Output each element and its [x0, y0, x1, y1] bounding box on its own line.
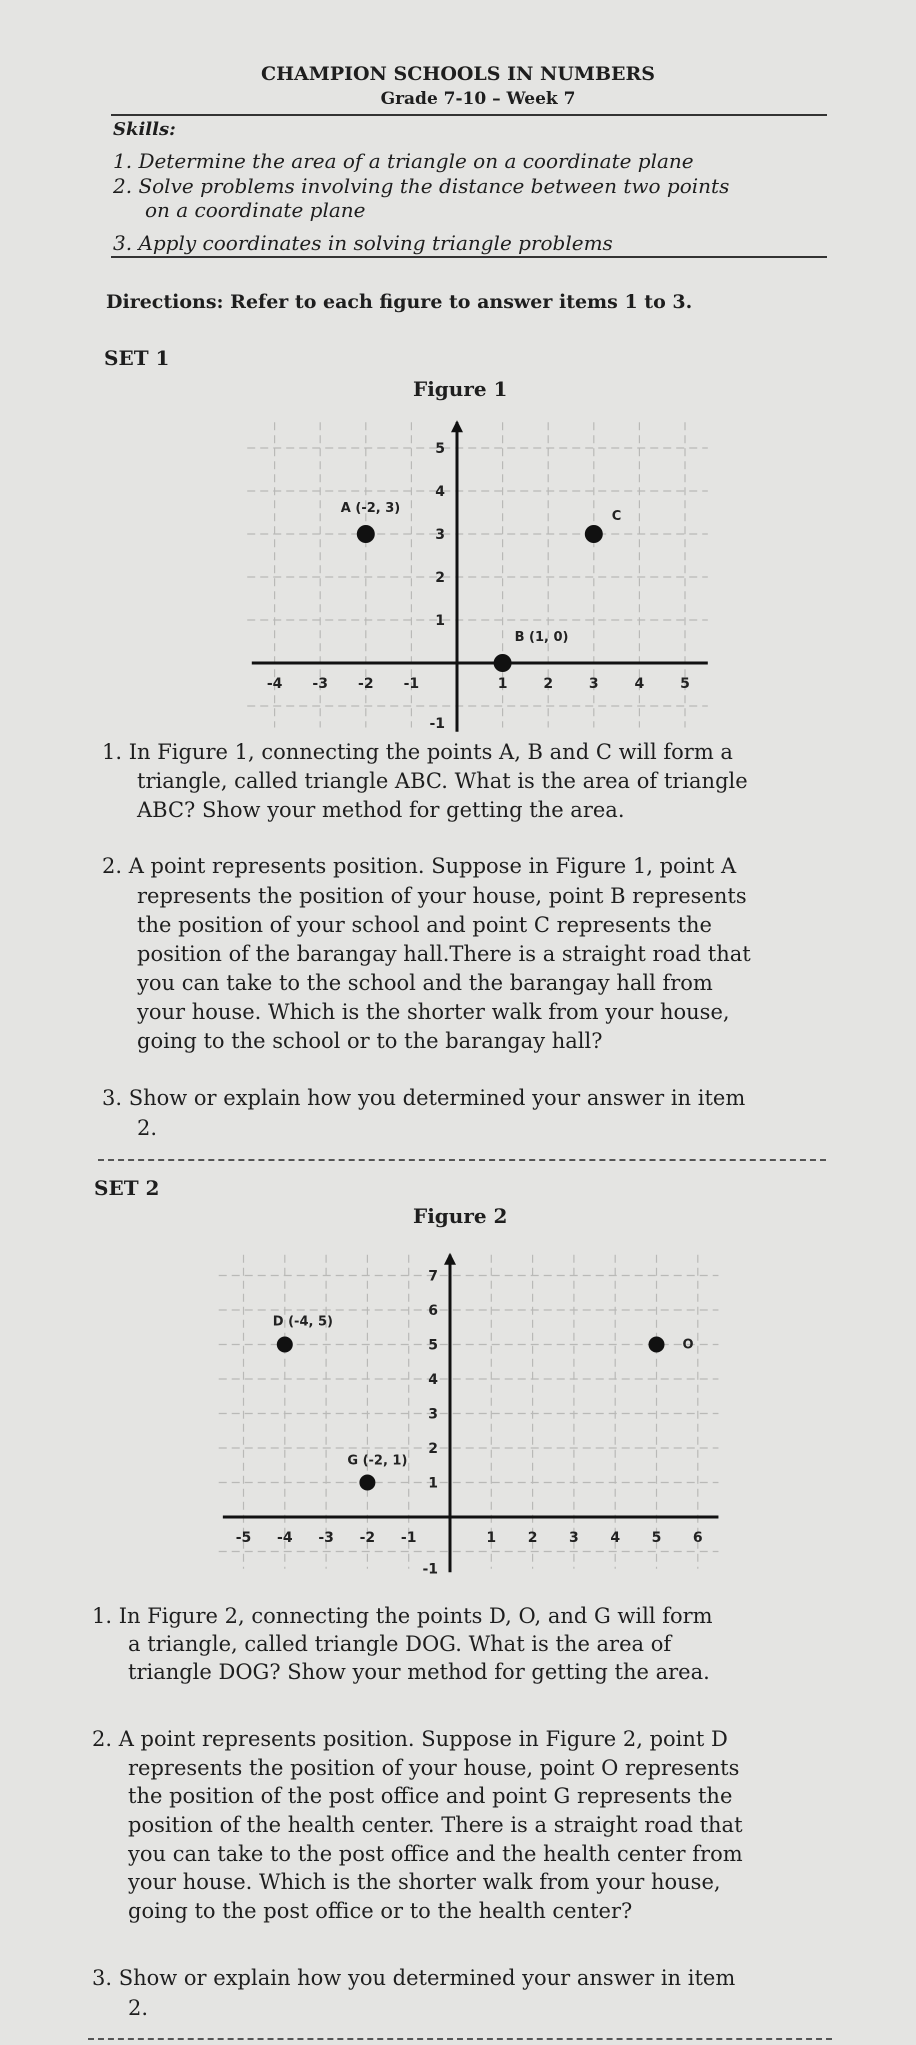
set1-q2-line: 2. A point represents position. Suppose in Figure 1, point A	[102, 854, 737, 878]
y-tick-label: -1	[422, 1561, 438, 1578]
point-label-a: A (-2, 3)	[340, 501, 401, 516]
y-tick-label: 4	[428, 1372, 438, 1388]
skill-item: 2. Solve problems involving the distance between two points	[113, 174, 730, 198]
set2-q1-line: a triangle, called triangle DOG. What is the area of	[128, 1632, 672, 1656]
x-tick-label: 3	[588, 676, 599, 692]
skill-item: 3. Apply coordinates in solving triangle problems	[113, 231, 613, 255]
set2-q1-line: triangle DOG? Show your method for getting the area.	[128, 1660, 710, 1684]
point-o	[649, 1337, 665, 1353]
set1-q2-line: represents the position of your house, point B represents	[137, 884, 747, 908]
y-tick-label: 3	[428, 1406, 438, 1423]
figure2-title: Figure 2	[413, 1204, 508, 1228]
point-label-d: D (-4, 5)	[272, 1314, 333, 1330]
y-tick-label: 2	[428, 1441, 438, 1457]
set1-q1-line: ABC? Show your method for getting the area.	[137, 798, 625, 822]
set1-q2-line: going to the school or to the barangay hall?	[137, 1029, 603, 1053]
y-axis-arrow-icon	[444, 1253, 456, 1265]
point-label-o: O	[682, 1337, 694, 1353]
skills-label: Skills:	[113, 119, 176, 140]
set1-q3-line: 3. Show or explain how you determined your answer in item	[102, 1086, 746, 1110]
x-tick-label: 2	[527, 1530, 538, 1546]
point-c	[585, 525, 603, 543]
set2-q2-line: you can take to the post office and the health center from	[128, 1842, 743, 1866]
skill-item: 1. Determine the area of a triangle on a coordinate plane	[113, 149, 694, 173]
point-d	[277, 1337, 293, 1353]
y-tick-label: 3	[435, 527, 445, 543]
x-tick-label: 2	[543, 676, 554, 692]
y-axis-arrow-icon	[451, 420, 463, 432]
set1-q1-line: triangle, called triangle ABC. What is the area of triangle	[137, 769, 748, 793]
y-tick-label: 4	[435, 484, 445, 500]
x-tick-label: -1	[400, 1530, 417, 1546]
set2-q2-line: the position of the post office and point G represents the	[128, 1784, 733, 1808]
x-tick-label: 3	[569, 1530, 579, 1546]
set2-label: SET 2	[94, 1176, 160, 1200]
y-tick-label: 1	[435, 613, 445, 629]
set1-q3-line: 2.	[137, 1116, 158, 1140]
point-label-g: G (-2, 1)	[347, 1453, 408, 1469]
x-tick-label: 4	[610, 1530, 621, 1546]
point-label-b: B (1, 0)	[514, 630, 569, 645]
x-tick-label: -2	[359, 1530, 376, 1546]
x-tick-label: -1	[403, 676, 420, 692]
set1-q2-line: you can take to the school and the barangay hall from	[137, 971, 713, 995]
y-tick-label: 1	[428, 1475, 438, 1492]
set2-q3-line: 2.	[128, 1996, 149, 2020]
point-b	[494, 654, 512, 672]
x-tick-label: 1	[486, 1530, 497, 1546]
set1-label: SET 1	[104, 346, 170, 370]
worksheet-title: CHAMPION SCHOOLS IN NUMBERS	[260, 63, 656, 85]
set2-q2-line: position of the health center. There is a straight road that	[128, 1813, 743, 1837]
x-tick-label: -3	[312, 676, 328, 692]
set1-q2-line: the position of your school and point C represents the	[137, 913, 712, 937]
set2-q2-line: represents the position of your house, point O represents	[128, 1756, 740, 1780]
y-tick-label: 2	[435, 570, 445, 586]
x-tick-label: 4	[634, 676, 645, 692]
x-tick-label: -4	[277, 1530, 293, 1546]
set2-q1-line: 1. In Figure 2, connecting the points D, O, and G will form	[92, 1604, 713, 1628]
y-tick-label: -1	[429, 716, 445, 732]
point-g	[359, 1475, 375, 1491]
y-tick-label: 5	[428, 1337, 438, 1354]
set2-q2-line: your house. Which is the shorter walk from your house,	[128, 1870, 721, 1894]
set2-q2-line: 2. A point represents position. Suppose in Figure 2, point D	[92, 1727, 728, 1751]
skill-item: on a coordinate plane	[145, 198, 366, 222]
x-tick-label: 5	[680, 676, 690, 692]
set2-q2-line: going to the post office or to the health center?	[128, 1899, 633, 1923]
x-tick-label: -2	[358, 676, 374, 692]
worksheet-subtitle: Grade 7-10 – Week 7	[380, 89, 576, 109]
directions: Directions: Refer to each figure to answer items 1 to 3.	[106, 291, 693, 313]
point-a	[357, 525, 375, 543]
x-tick-label: 5	[651, 1530, 662, 1546]
x-tick-label: -4	[266, 676, 283, 692]
y-tick-label: 7	[428, 1268, 438, 1285]
x-tick-label: 6	[692, 1530, 703, 1546]
x-tick-label: -5	[235, 1530, 252, 1546]
set1-q2-line: position of the barangay hall.There is a straight road that	[137, 942, 751, 966]
y-tick-label: 6	[428, 1303, 438, 1319]
set1-q2-line: your house. Which is the shorter walk from your house,	[137, 1000, 730, 1024]
y-tick-label: 5	[435, 441, 445, 457]
set1-q1-line: 1. In Figure 1, connecting the points A, B and C will form a	[102, 740, 733, 764]
x-tick-label: 1	[497, 676, 508, 692]
set2-q3-line: 3. Show or explain how you determined your answer in item	[92, 1966, 736, 1990]
point-label-c: C	[611, 509, 622, 524]
figure1-title: Figure 1	[413, 377, 508, 401]
x-tick-label: -3	[318, 1530, 334, 1546]
